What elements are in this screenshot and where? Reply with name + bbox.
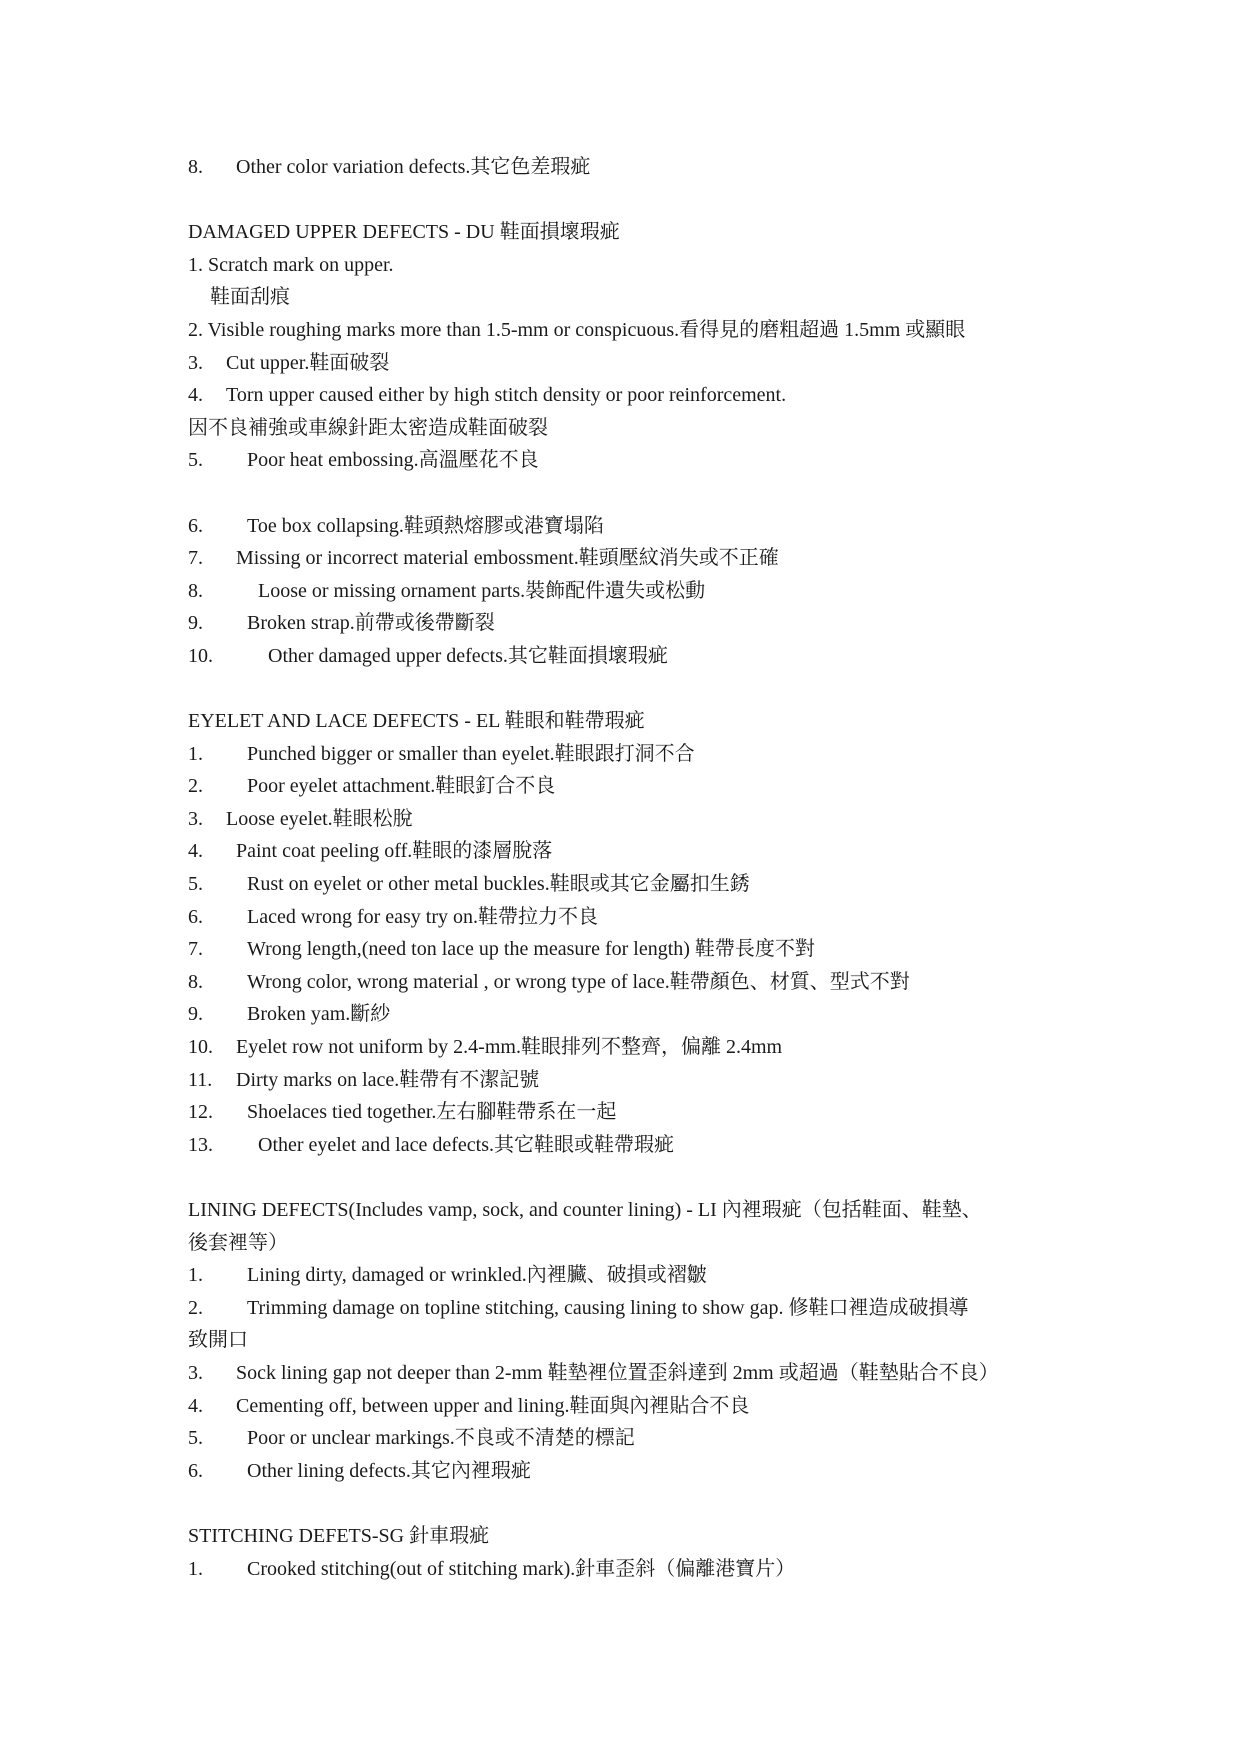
list-item-number: 1. (188, 1264, 203, 1287)
list-item-number: 9. (188, 1003, 203, 1026)
list-item-number: 6. (188, 1459, 203, 1482)
section-heading (188, 705, 1068, 738)
list-item-text: Laced wrong for easy try on.鞋帶拉力不良 (247, 905, 599, 928)
text-line (188, 412, 1068, 445)
text-line (188, 1324, 1068, 1357)
list-item (188, 1292, 1068, 1325)
list-item-number: 5. (188, 1427, 203, 1450)
list-item (188, 1096, 1068, 1129)
list-item-number: 13. (188, 1133, 213, 1156)
list-item-text: Shoelaces tied together.左右腳鞋帶系在一起 (247, 1101, 617, 1124)
list-item (188, 1422, 1068, 1455)
list-item (188, 347, 1068, 380)
list-item (188, 1455, 1068, 1488)
list-item-text: Wrong color, wrong material , or wrong type of lace.鞋帶顏色、材質、型式不對 (247, 970, 910, 993)
section-heading (188, 1520, 1068, 1553)
list-item-text: Poor heat embossing.高溫壓花不良 (247, 449, 539, 472)
text-line (188, 1227, 1068, 1260)
list-item (188, 998, 1068, 1031)
list-item (188, 933, 1068, 966)
text-line-content: 致開口 (188, 1329, 248, 1352)
list-item-number: 3. (188, 351, 203, 374)
blank-line (188, 184, 1068, 217)
text-line-content: 2. Visible roughing marks more than 1.5-mm or conspicuous.看得見的磨粗超過 1.5mm 或顯眼 (188, 318, 966, 341)
text-line (188, 249, 1068, 282)
list-item-text: Torn upper caused either by high stitch density or poor reinforcement. (226, 384, 787, 407)
blank-line (188, 673, 1068, 706)
list-item-number: 9. (188, 612, 203, 635)
list-item-text: Toe box collapsing.鞋頭熱熔膠或港寶塌陷 (247, 514, 604, 537)
list-item-text: Lining dirty, damaged or wrinkled.內裡臟、破損或褶皺 (247, 1264, 707, 1287)
text-line-content: LINING DEFECTS(Includes vamp, sock, and counter lining) - LI 內裡瑕疵（包括鞋面、鞋墊、 (188, 1199, 982, 1221)
document-body (188, 151, 1068, 1585)
list-item-number: 4. (188, 1394, 203, 1417)
list-item-text: Cut upper.鞋面破裂 (226, 351, 390, 374)
blank-line (188, 1487, 1068, 1520)
text-line (188, 281, 1068, 314)
list-item-number: 4. (188, 384, 203, 407)
list-item (188, 151, 1068, 184)
text-line-content: 1. Scratch mark on upper. (188, 253, 394, 276)
blank-line (188, 477, 1068, 510)
text-line-content: 鞋面刮痕 (210, 286, 290, 309)
list-item (188, 607, 1068, 640)
list-item-text: Loose or missing ornament parts.裝飾配件遺失或松動 (258, 579, 706, 602)
section-heading-text: EYELET AND LACE DEFECTS - EL 鞋眼和鞋帶瑕疵 (188, 710, 645, 733)
list-item (188, 1259, 1068, 1292)
list-item-number: 12. (188, 1101, 213, 1124)
list-item-text: Punched bigger or smaller than eyelet.鞋眼跟打洞不合 (247, 742, 695, 765)
list-item-text: Broken strap.前帶或後帶斷裂 (247, 612, 495, 635)
list-item (188, 1357, 1068, 1390)
list-item (188, 379, 1068, 412)
list-item (188, 1129, 1068, 1162)
list-item (188, 1390, 1068, 1423)
list-item-number: 5. (188, 449, 203, 472)
text-line-content: 後套裡等） (188, 1231, 288, 1254)
list-item-text: Cementing off, between upper and lining.鞋面與內裡貼合不良 (236, 1394, 750, 1417)
list-item-text: Other damaged upper defects.其它鞋面損壞瑕疵 (268, 644, 668, 667)
text-line (188, 314, 1068, 347)
list-item-number: 1. (188, 1557, 203, 1580)
list-item-text: Other color variation defects.其它色差瑕疵 (236, 156, 591, 178)
list-item (188, 803, 1068, 836)
list-item (188, 835, 1068, 868)
section-heading-text: STITCHING DEFETS-SG 針車瑕疵 (188, 1524, 490, 1547)
list-item (188, 640, 1068, 673)
list-item-number: 8. (188, 970, 203, 993)
list-item-number: 8. (188, 156, 203, 178)
list-item (188, 868, 1068, 901)
list-item-number: 7. (188, 938, 203, 961)
list-item (188, 1064, 1068, 1097)
list-item-number: 6. (188, 905, 203, 928)
list-item (188, 542, 1068, 575)
list-item-text: Other lining defects.其它內裡瑕疵 (247, 1459, 531, 1482)
list-item-number: 2. (188, 1296, 203, 1319)
list-item (188, 444, 1068, 477)
section-heading (188, 216, 1068, 249)
list-item (188, 510, 1068, 543)
list-item-number: 10. (188, 1036, 213, 1059)
list-item-number: 10. (188, 644, 213, 667)
text-line-content: 因不良補強或車線針距太密造成鞋面破裂 (188, 416, 548, 439)
list-item-text: Poor eyelet attachment.鞋眼釘合不良 (247, 775, 556, 798)
list-item (188, 1553, 1068, 1586)
list-item-number: 1. (188, 742, 203, 765)
list-item-text: Other eyelet and lace defects.其它鞋眼或鞋帶瑕疵 (258, 1133, 674, 1156)
list-item-text: Wrong length,(need ton lace up the measure for length) 鞋帶長度不對 (247, 938, 815, 961)
list-item-text: Broken yam.斷紗 (247, 1003, 391, 1026)
text-line (188, 1194, 1068, 1227)
list-item-number: 3. (188, 807, 203, 830)
list-item (188, 966, 1068, 999)
list-item-text: Eyelet row not uniform by 2.4-mm.鞋眼排列不整齊，偏離 2.4mm (236, 1036, 783, 1059)
list-item-text: Crooked stitching(out of stitching mark).針車歪斜（偏離港寶片） (247, 1557, 796, 1580)
list-item-number: 8. (188, 579, 203, 602)
list-item-text: Missing or incorrect material embossment.鞋頭壓紋消失或不正確 (236, 547, 779, 570)
list-item (188, 738, 1068, 771)
blank-line (188, 1161, 1068, 1194)
list-item-number: 4. (188, 840, 203, 863)
list-item-number: 2. (188, 775, 203, 798)
list-item-text: Rust on eyelet or other metal buckles.鞋眼或其它金屬扣生銹 (247, 873, 750, 896)
list-item-text: Dirty marks on lace.鞋帶有不潔記號 (236, 1068, 540, 1091)
list-item-text: Trimming damage on topline stitching, causing lining to show gap. 修鞋口裡造成破損導 (247, 1296, 969, 1319)
list-item (188, 1031, 1068, 1064)
list-item-text: Loose eyelet.鞋眼松脫 (226, 807, 413, 830)
list-item (188, 901, 1068, 934)
list-item-text: Sock lining gap not deeper than 2-mm 鞋墊裡位置歪斜達到 2mm 或超過（鞋墊貼合不良） (236, 1361, 999, 1384)
list-item (188, 575, 1068, 608)
list-item-number: 5. (188, 873, 203, 896)
section-heading-text: DAMAGED UPPER DEFECTS - DU 鞋面損壞瑕疵 (188, 221, 620, 244)
list-item-number: 7. (188, 547, 203, 570)
list-item-number: 3. (188, 1361, 203, 1384)
list-item-text: Poor or unclear markings.不良或不清楚的標記 (247, 1427, 635, 1450)
list-item-text: Paint coat peeling off.鞋眼的漆層脫落 (236, 840, 553, 863)
list-item-number: 6. (188, 514, 203, 537)
list-item-number: 11. (188, 1068, 213, 1091)
list-item (188, 770, 1068, 803)
